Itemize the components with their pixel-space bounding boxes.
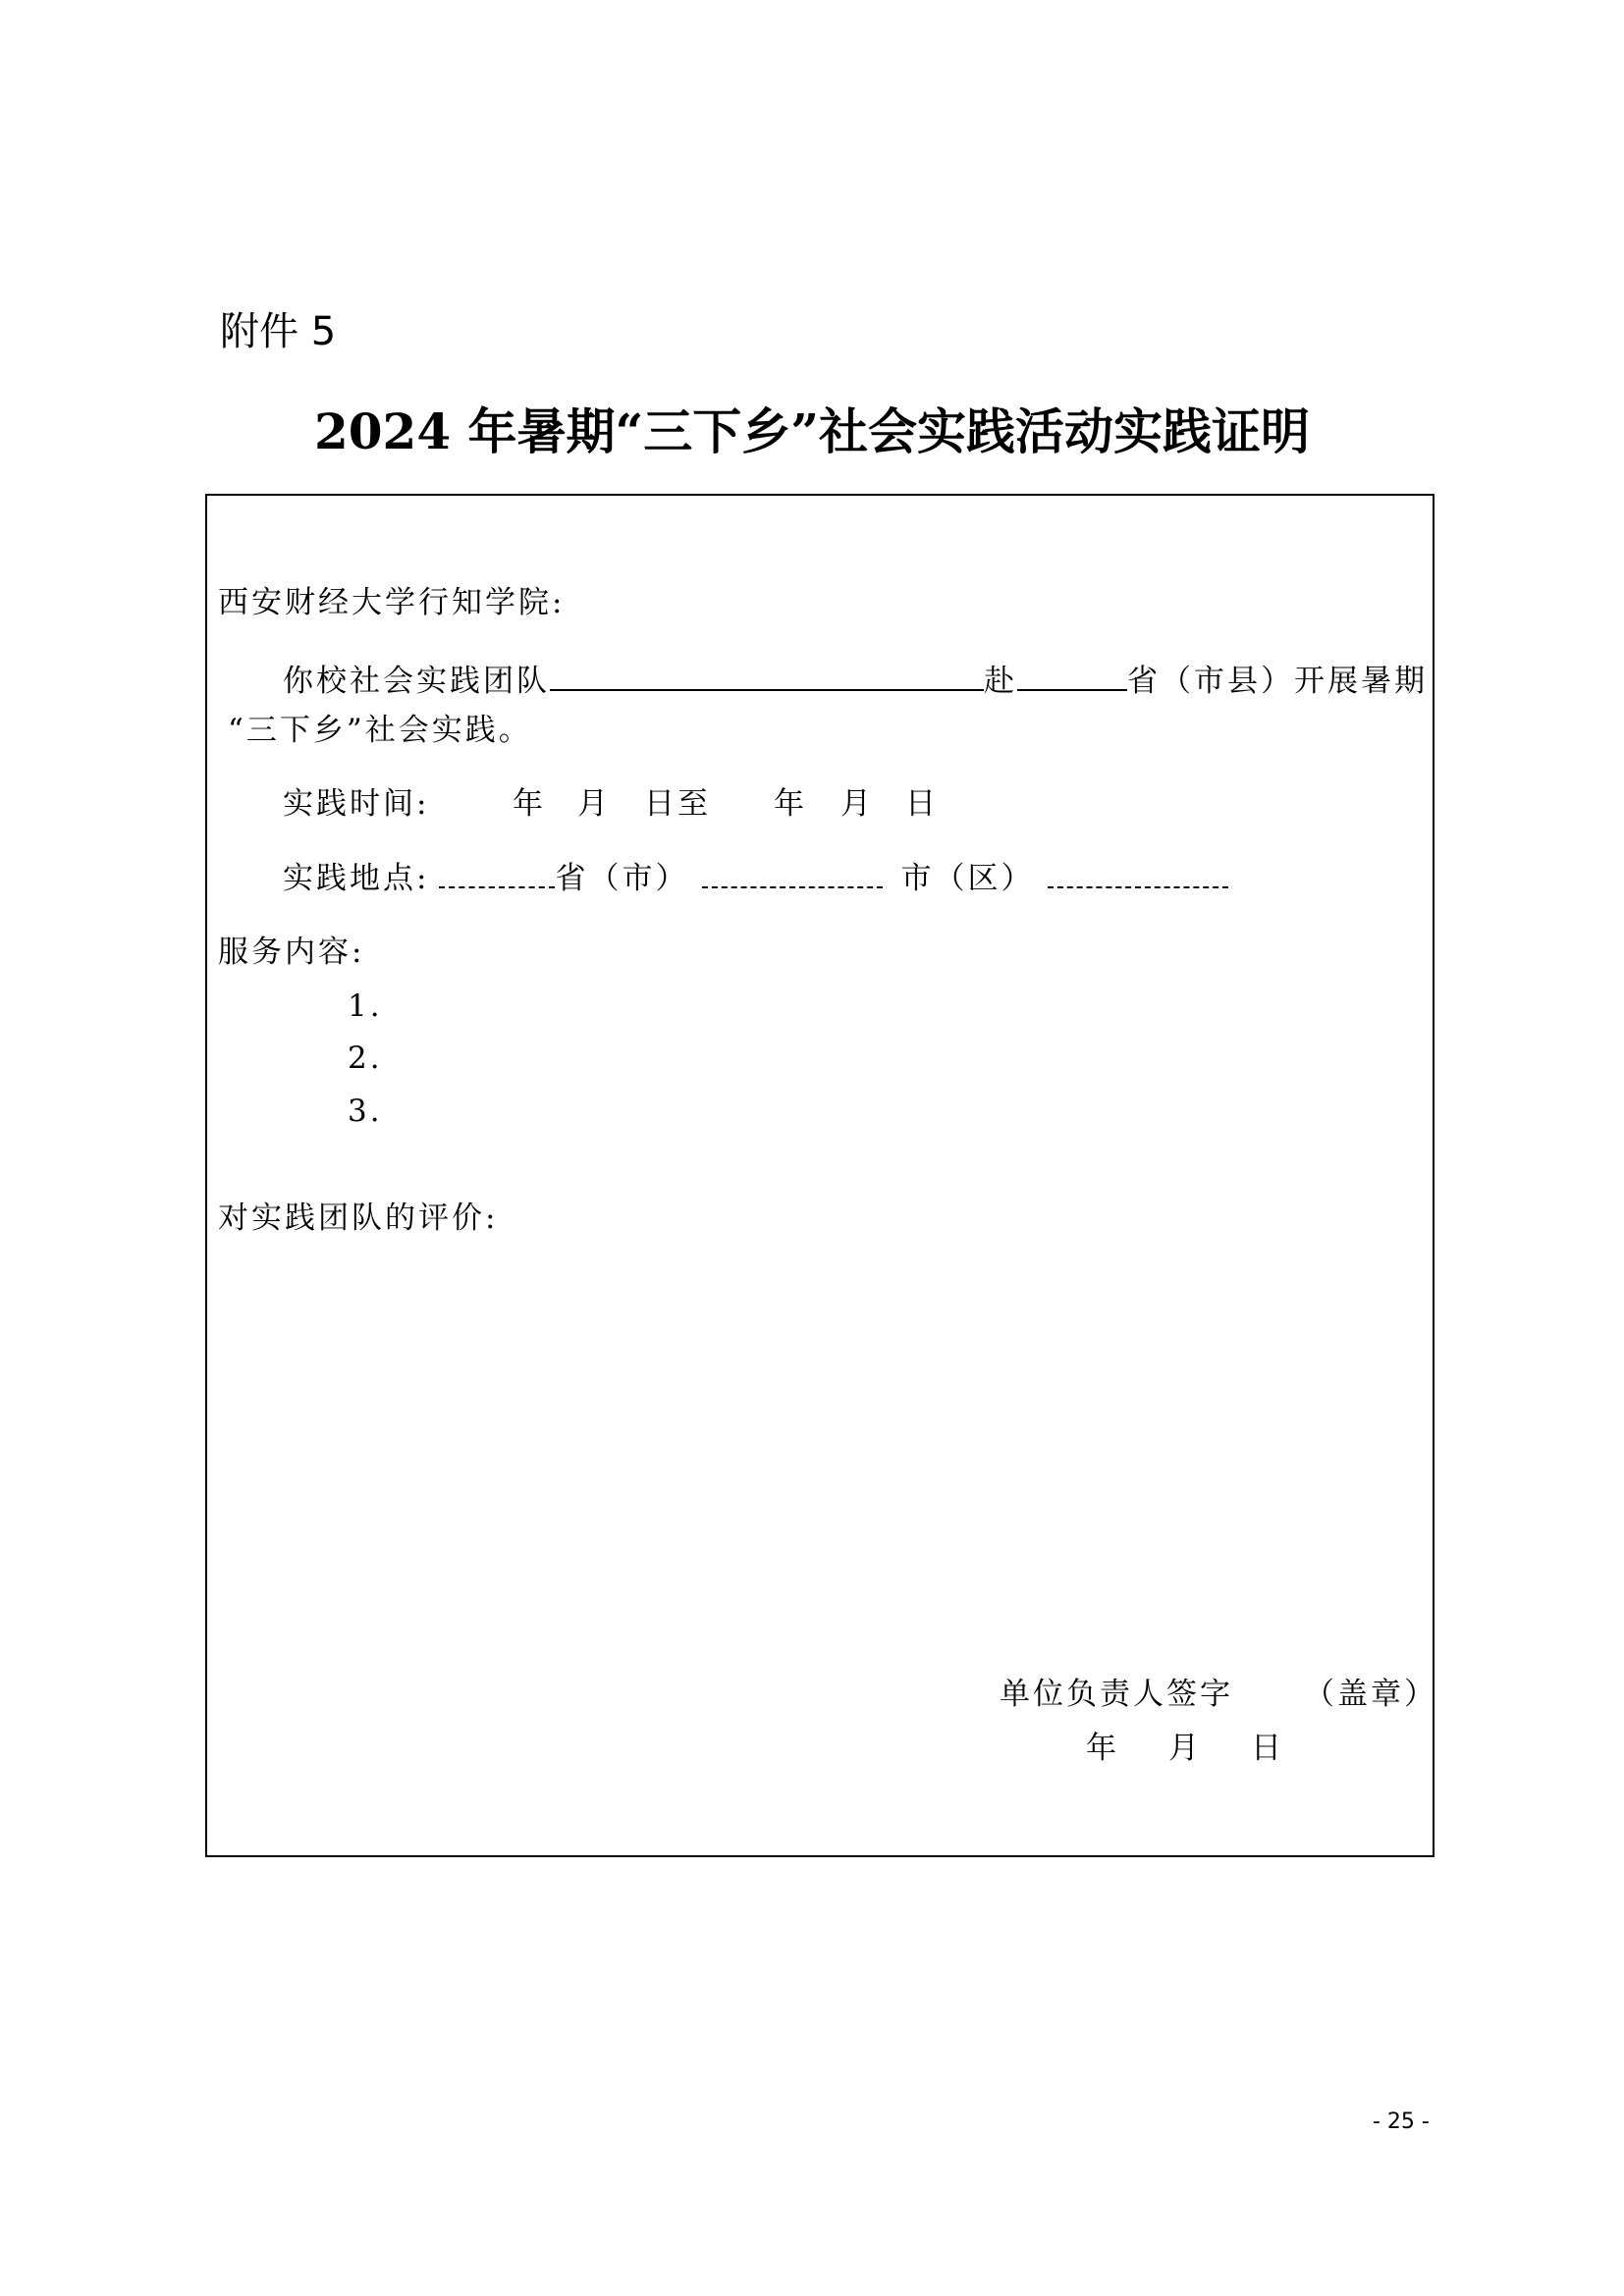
province-blank[interactable] [1017,656,1127,691]
location-city-blank[interactable] [702,857,883,888]
time-month-1: 月 [577,786,611,822]
addressee: 西安财经大学行知学院: [218,585,566,620]
practice-time-label: 实践时间: [283,786,430,822]
practice-location-line [283,857,1228,900]
signature-day: 日 [1251,1731,1284,1766]
service-item-1: 1. [348,988,383,1024]
intro-line-1 [283,656,1428,703]
intro-line-2: “三下乡”社会实践。 [228,713,532,748]
location-city-label: 市（区） [900,861,1035,896]
practice-location-label: 实践地点: [283,861,430,896]
time-month-2: 月 [840,786,874,822]
team-name-blank[interactable] [550,656,984,691]
evaluation-label: 对实践团队的评价: [218,1201,499,1236]
time-year-2: 年 [774,786,807,822]
signature-label: 单位负责人签字 [1000,1677,1233,1712]
time-day-2: 日 [905,786,939,822]
time-year-1: 年 [513,786,546,822]
signature-year: 年 [1086,1731,1119,1766]
service-item-3: 3. [348,1094,383,1129]
seal-label: （盖章） [1304,1677,1437,1712]
signature-month: 月 [1168,1731,1202,1766]
service-content-label: 服务内容: [218,934,365,970]
intro-text-team: 你校社会实践团队 [283,664,550,699]
location-province-label: 省（市） [555,861,689,896]
attachment-label: 附件 5 [220,309,337,354]
page-title: 2024 年暑期“三下乡”社会实践活动实践证明 [313,402,1311,460]
location-district-blank[interactable] [1048,857,1228,888]
location-province-blank[interactable] [439,857,555,888]
service-item-2: 2. [348,1041,383,1076]
intro-text-province: 省（市县）开展暑期 [1127,664,1428,699]
page-number: - 25 - [1373,2109,1430,2134]
time-day-1: 日至 [644,786,711,822]
intro-text-to: 赴 [984,664,1017,699]
